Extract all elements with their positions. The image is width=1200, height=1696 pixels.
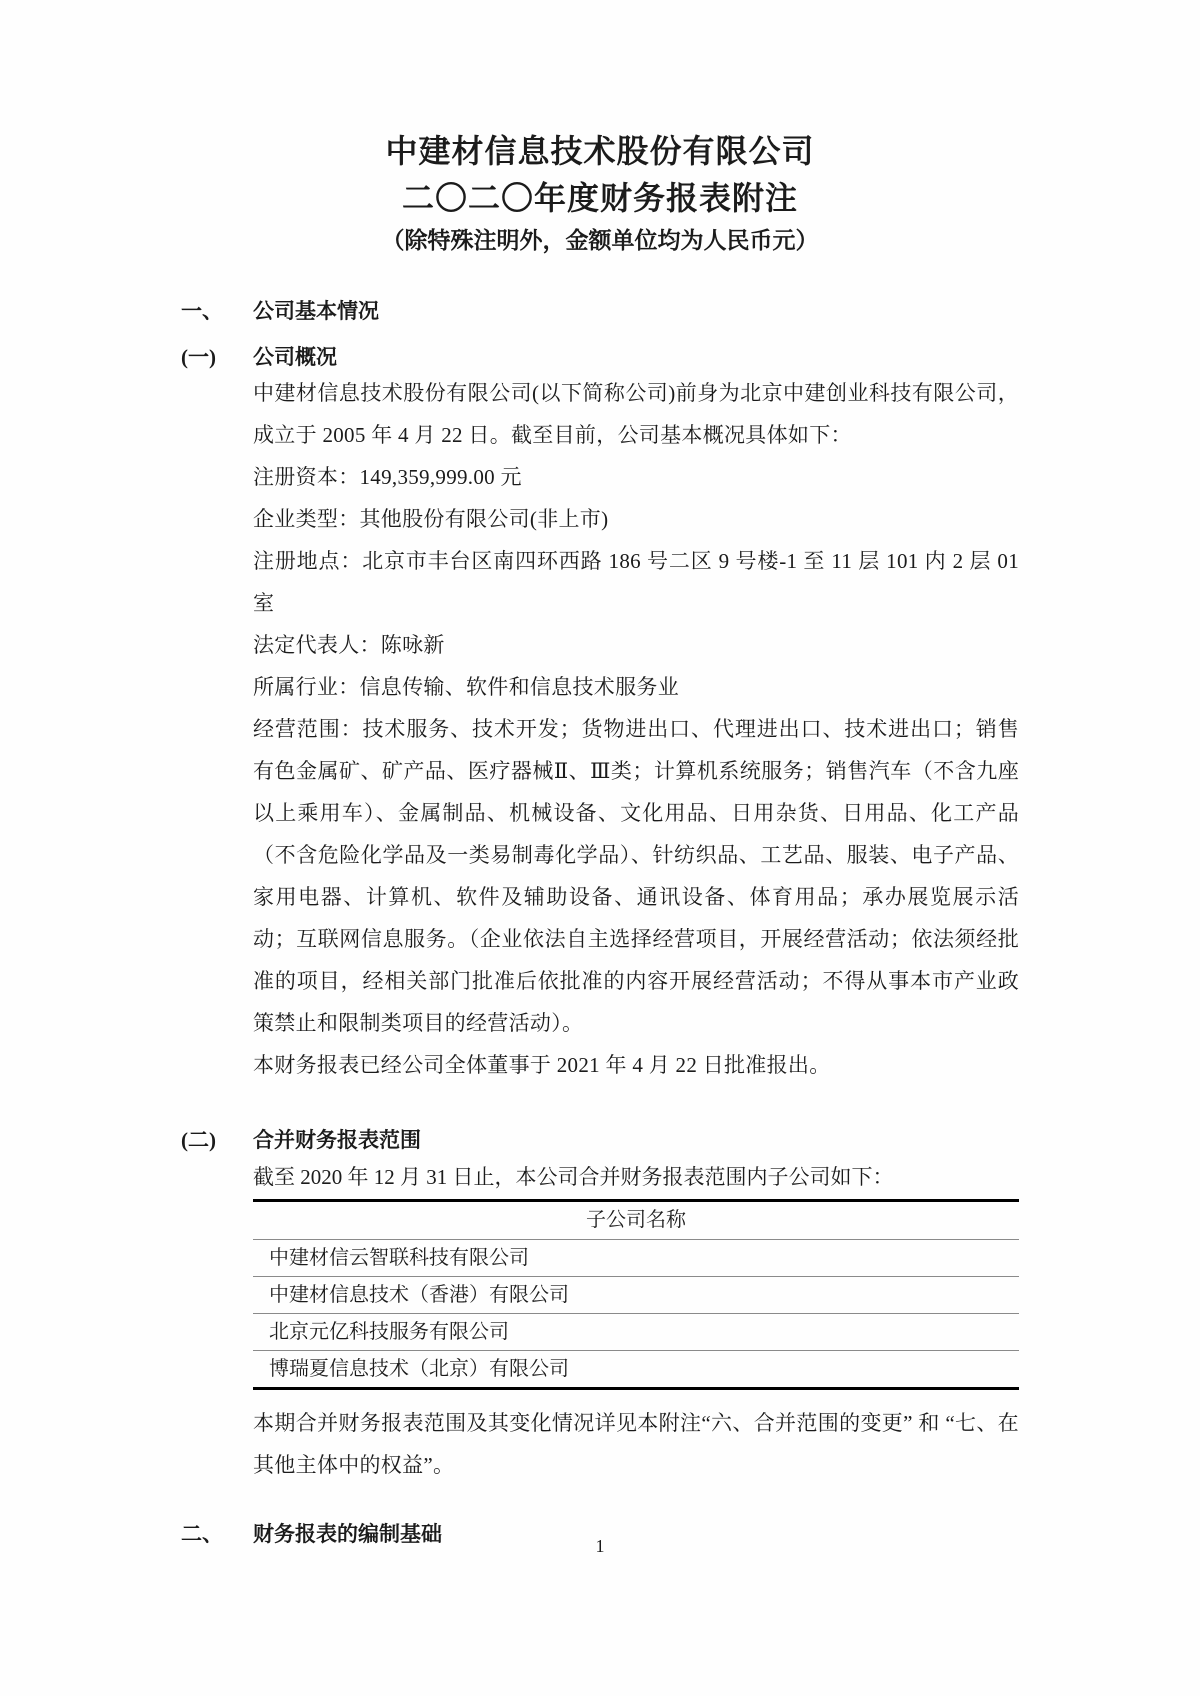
field-legal-representative: 法定代表人：陈咏新 (253, 633, 445, 657)
subsection-1-2-number: (二) (181, 1128, 216, 1152)
section-2-title: 财务报表的编制基础 (253, 1522, 442, 1546)
subsection-1-1-number: (一) (181, 345, 216, 369)
overview-intro-paragraph: 中建材信息技术股份有限公司(以下简称公司)前身为北京中建创业科技有限公司，成立于 2005 年 4 月 22 日。截至目前，公司基本概况具体如下： (253, 381, 1019, 447)
subsection-1-1-title: 公司概况 (253, 345, 337, 369)
document-content (181, 0, 1019, 1547)
field-industry: 所属行业：信息传输、软件和信息技术服务业 (253, 675, 679, 699)
subsidiaries-table (253, 1199, 1019, 1390)
section-1-number: 一、 (181, 299, 223, 323)
table-row: 北京元亿科技服务有限公司 (253, 1314, 1019, 1351)
field-registered-capital: 注册资本：149,359,999.00 元 (253, 465, 522, 489)
currency-note: （除特殊注明外，金额单位均为人民币元） (381, 228, 819, 253)
title-block (181, 0, 1019, 259)
subsection-1-2-heading (181, 1128, 1019, 1153)
section-1-title: 公司基本情况 (253, 299, 379, 323)
company-title: 中建材信息技术股份有限公司 (385, 133, 815, 169)
table-row: 中建材信息技术（香港）有限公司 (253, 1277, 1019, 1314)
consolidation-note: 本期合并财务报表范围及其变化情况详见本附注“六、合并范围的变更” 和 “七、在其他主体中的权益”。 (253, 1411, 1019, 1477)
company-overview-text (253, 372, 1019, 1086)
field-company-type: 企业类型：其他股份有限公司(非上市) (253, 507, 609, 531)
table-row: 中建材信云智联科技有限公司 (253, 1240, 1019, 1277)
field-registered-address: 注册地点：北京市丰台区南四环西路 186 号二区 9 号楼-1 至 11 层 101 内 2 层 01 室 (253, 549, 1019, 615)
page-number: 1 (595, 1536, 605, 1556)
subsidiaries-table-header: 子公司名称 (253, 1202, 1019, 1240)
subsection-1-2-title: 合并财务报表范围 (253, 1128, 421, 1152)
approval-statement: 本财务报表已经公司全体董事于 2021 年 4 月 22 日批准报出。 (253, 1053, 831, 1077)
section-2-number: 二、 (181, 1522, 223, 1546)
section-1-heading (181, 299, 1019, 324)
subsection-1-1-heading (181, 345, 1019, 370)
table-row: 博瑞夏信息技术（北京）有限公司 (269, 1358, 569, 1380)
report-title: 二〇二〇年度财务报表附注 (401, 180, 798, 216)
consolidation-intro: 截至 2020 年 12 月 31 日止，本公司合并财务报表范围内子公司如下： (253, 1165, 894, 1189)
field-business-scope: 经营范围：技术服务、技术开发；货物进出口、代理进出口、技术进出口；销售有色金属矿、矿产品、医疗器械Ⅱ、Ⅲ类；计算机系统服务；销售汽车（不含九座以上乘用车）、金属制品、机械设备、文化用品、日用杂货、日用品、化工产品（不含危险化学品及一类易制毒化学品）、针纺织品、工艺品、服装、电子产品、家用电器、计算机、软件及辅助设备、通讯设备、体育用品；承办展览展示活动；互联网信息服务。（企业依法自主选择经营项目，开展经营活动；依法须经批准的项目，经相关部门批准后依批准的内容开展经营活动；不得从事本市产业政策禁止和限制类项目的经营活动）。 (253, 717, 1019, 1035)
